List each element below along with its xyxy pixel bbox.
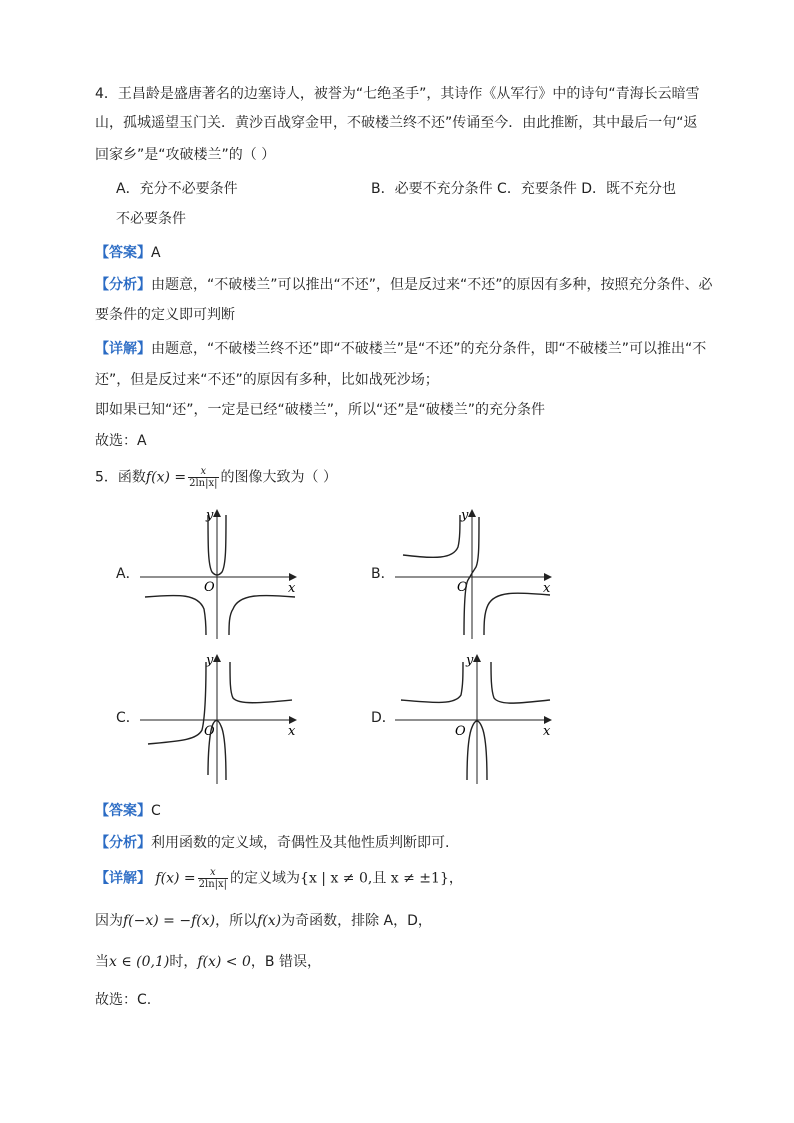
q4-option-a: A．充分不必要条件 [116,181,238,197]
answer-value: A [151,245,161,261]
text: ，所以 [215,913,258,929]
q4-analysis-line-2: 要条件的定义即可判断 [95,307,235,323]
graph-b-x-label: x [543,581,551,596]
q5-detail-line-2 [95,911,432,931]
graph-a-origin: O [204,580,215,595]
graph-b-y-label: y [461,508,469,523]
detail-text: 由题意，“不破楼兰终不还”即“不破楼兰”是“不还”的充分条件，即“不破楼兰”可以推出“不 [151,341,707,357]
q5-fraction [198,867,228,890]
punctuation: ， [448,870,463,887]
arrow-icon [289,573,297,581]
domain-text: 的定义域为 [230,870,301,887]
arrow-icon [544,573,552,581]
fraction-numerator: x [200,466,207,477]
odd-expression: f(−x) = −f(x) [123,913,216,929]
q5-function-label: f(x) = [155,870,196,887]
fraction-denominator: 2ln|x| [198,879,228,890]
q5-function-label: f(x) = [145,469,187,486]
graph-a-x-label: x [288,581,296,596]
q4-detail-line-1 [95,339,706,359]
q5-fraction [188,466,218,489]
q4-analysis-line-1 [95,275,713,295]
fraction-numerator: x [210,867,216,878]
graph-c-y-label: y [206,653,214,668]
analysis-tag: 【分析】 [95,277,151,293]
q4-detail-line-3: 即如果已知“还”，一定是已经“破楼兰”，所以“还”是“破楼兰”的充分条件 [95,402,546,418]
graph-d [395,650,560,785]
q4-options-bcd: B．必要不充分条件 C．充要条件 D．既不充分也 [371,181,677,197]
graph-d-y-label: y [466,653,474,668]
arrow-icon [213,509,221,517]
graph-b-origin: O [457,580,468,595]
q5-detail-line-1 [95,867,463,890]
graph-a-label: A． [116,566,140,582]
answer-tag: 【答案】 [95,245,151,261]
q4-stem-line-1: 4．王昌龄是盛唐著名的边塞诗人，被誉为“七绝圣手”，其诗作《从军行》中的诗句“青海长云暗雪 [95,86,700,102]
q4-stem-line-2: 山，孤城遥望玉门关．黄沙百战穿金甲，不破楼兰终不还”传诵至今．由此推断，其中最后一句“返 [95,115,698,131]
graph-d-origin: O [455,724,466,739]
q4-option-d-cont: 不必要条件 [116,211,186,227]
graph-c [140,650,305,785]
graph-d-label: D． [371,710,396,726]
graph-c-origin: O [204,724,215,739]
q5-answer [95,801,161,821]
text: 当 [95,954,109,970]
graph-b-curve [403,515,550,635]
q5-prefix: 5．函数 [95,469,146,486]
answer-tag: 【答案】 [95,803,151,819]
graph-b-label: B． [371,566,395,582]
arrow-icon [213,654,221,662]
graph-c-label: C． [116,710,140,726]
q4-answer [95,243,161,263]
graph-c-curve [148,662,292,780]
analysis-text: 由题意，“不破楼兰”可以推出“不还”，但是反过来“不还”的原因有多种，按照充分条件、必 [151,277,713,293]
text: 为奇函数，排除 A，D， [281,913,432,929]
arrow-icon [544,716,552,724]
text: ，B 错误， [250,954,321,970]
q4-choose: 故选：A [95,433,147,449]
text: 时， [169,954,198,970]
arrow-icon [473,654,481,662]
text: 因为 [95,913,123,929]
answer-value: C [151,803,161,819]
domain-set: {x | x ≠ 0,且 x ≠ ±1} [300,870,449,887]
graph-a [140,505,305,640]
graph-d-curve [401,662,550,780]
q5-analysis [95,833,449,853]
graph-b [395,505,560,640]
detail-tag: 【详解】 [95,870,151,887]
q5-detail-line-3 [95,952,321,972]
q4-detail-line-2: 还”，但是反过来“不还”的原因有多种，比如战死沙场； [95,372,439,388]
q5-suffix: 的图像大致为（ ） [220,469,337,486]
analysis-tag: 【分析】 [95,835,151,851]
inequality-expression: f(x) < 0 [197,954,251,970]
interval-expression: x ∈ (0,1) [109,954,170,970]
q4-stem-line-3: 回家乡”是“攻破楼兰”的（ ） [95,147,276,163]
arrow-icon [289,716,297,724]
fx-expression: f(x) [257,913,282,929]
q5-choose: 故选：C. [95,992,152,1008]
arrow-icon [468,509,476,517]
q5-stem [95,466,337,489]
graph-a-curve [145,515,295,635]
analysis-text: 利用函数的定义域，奇偶性及其他性质判断即可. [151,835,450,851]
detail-tag: 【详解】 [95,341,151,357]
graph-d-x-label: x [543,724,551,739]
graph-c-x-label: x [288,724,296,739]
graph-a-y-label: y [206,508,214,523]
fraction-denominator: 2ln|x| [189,478,218,489]
